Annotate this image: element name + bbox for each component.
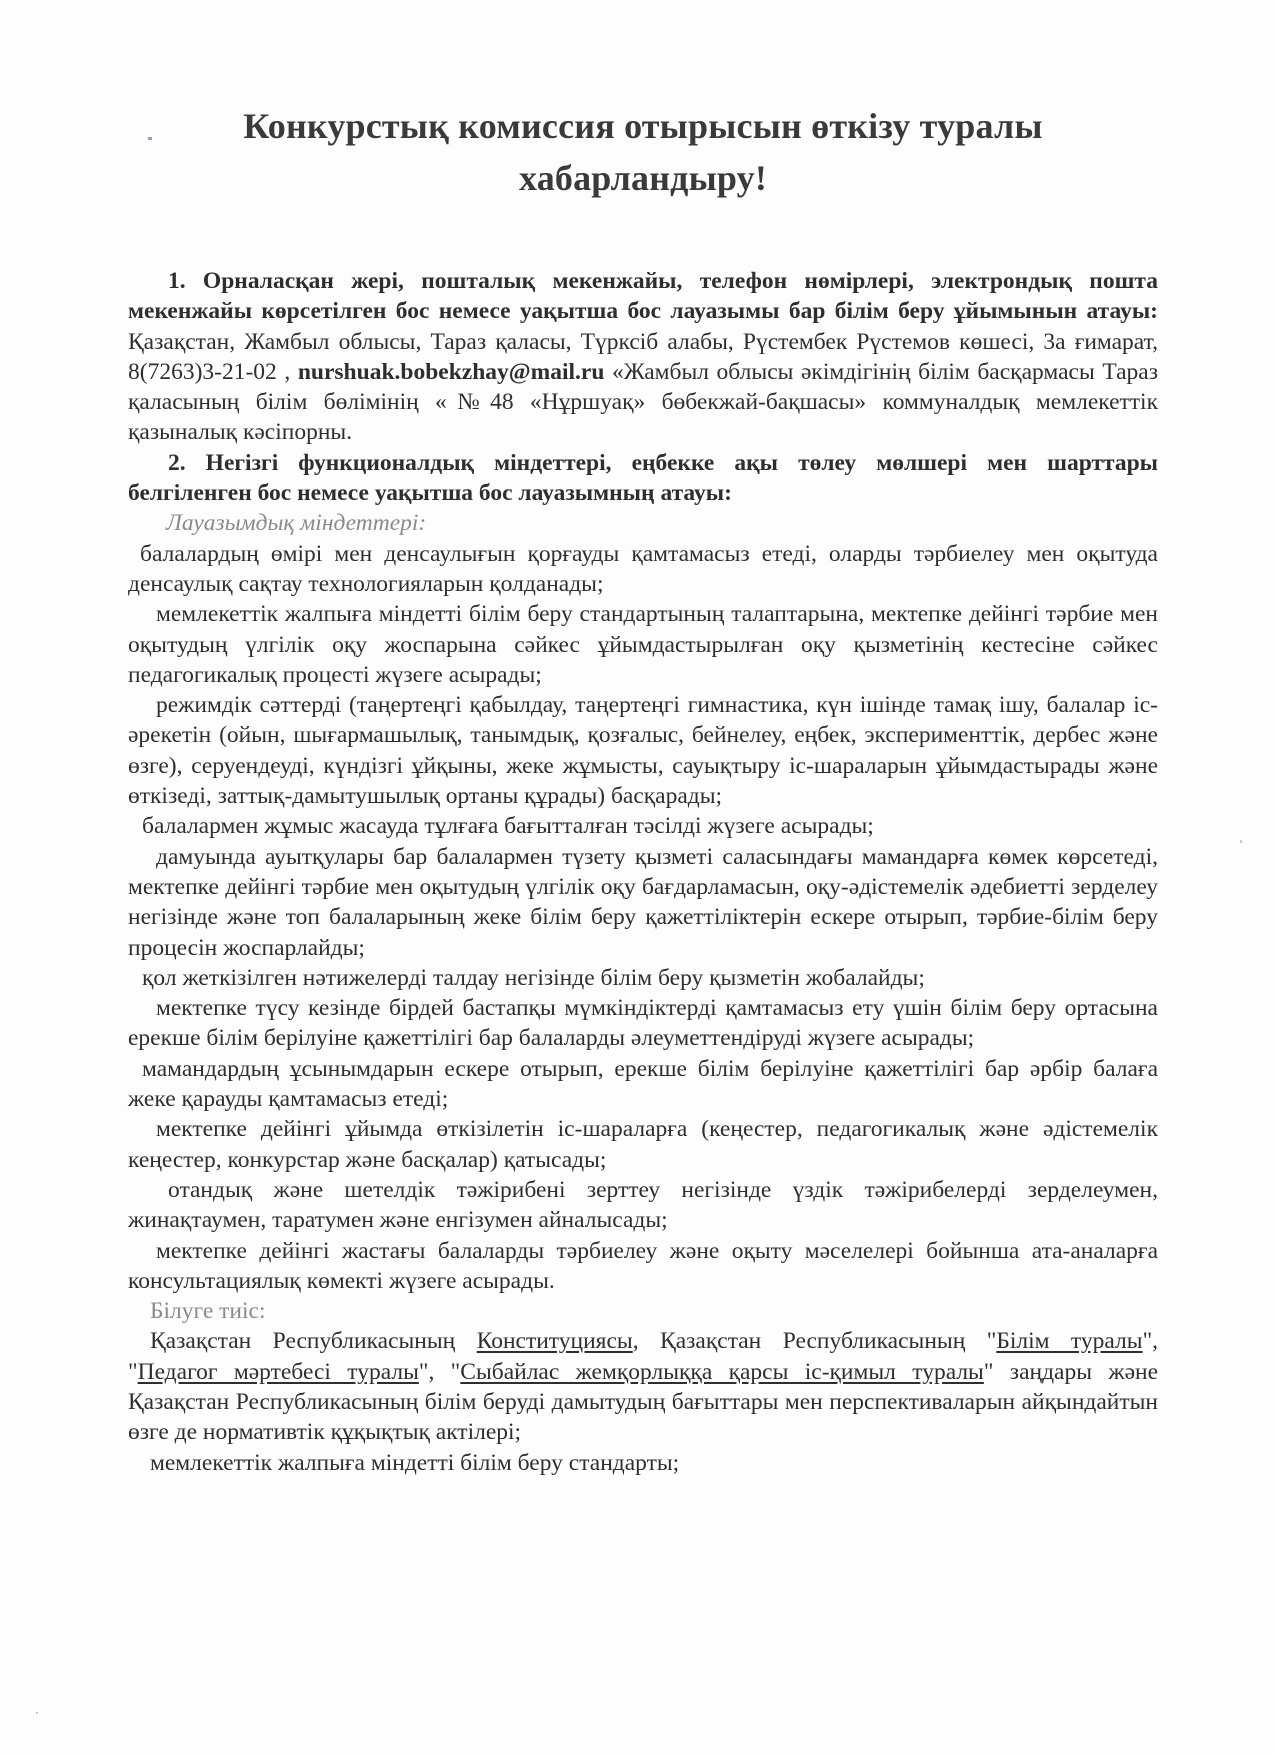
duty-item: мектепке түсу кезінде бірдей бастапқы мүмкіндіктерді қамтамасыз ету үшін білім беру ортасына ерекше білім берілуіне қажеттілігі бар балаларды әлеуметтендіруді жүзеге асырады; xyxy=(128,995,1158,1052)
duty-item: балалармен жұмыс жасауда тұлғаға бағытталған тәсілді жүзеге асырады; xyxy=(142,813,874,840)
text-fragment: Қазақстан Республикасының xyxy=(150,1328,477,1355)
contact-email[interactable]: nurshuak.bobekzhay@mail.ru xyxy=(297,358,605,385)
duties-heading: Лауазымдық міндеттері: xyxy=(166,510,427,537)
duty-item: режимдік сәттерді (таңертеңгі қабылдау, таңертеңгі гимнастика, күн ішінде тамақ ішу, балалар іс-әрекетін (ойын, шығармашылық, танымдық, қозғалыс, бейнелеу, еңбек, эксперименттік, дербес және өзге), серуендеуді, күндізгі ұйқыны, жеке жұмысты, сауықтыру іс-шараларын ұйымдастырады және өткізеді, заттық-дамытушылық ортаны құрады) басқарады; xyxy=(128,692,1158,810)
link-law-teacher-status[interactable]: Педагог мәртебесі туралы xyxy=(137,1358,419,1385)
link-law-on-education[interactable]: Білім туралы xyxy=(996,1328,1143,1355)
duty-item: дамуында ауытқулары бар балалармен түзету қызметі саласындағы мамандарға көмек көрсетеді, мектепке дейінгі тәрбие мен оқытудың үлгілік оқу бағдарламасын, оқу-әдістемелік әдебиетті зерделеу негізінде және топ балаларының жеке білім беру қажеттіліктерін ескере отырып, тәрбие-білім беру процесін жоспарлайды; xyxy=(128,843,1158,961)
text-fragment: , Қазақстан Республикасының " xyxy=(632,1328,997,1355)
duty-item: балалардың өмірі мен денсаулығын қорғауды қамтамасыз етеді, оларды тәрбиелеу мен оқытуда денсаулық сақтау технологияларын қолданады; xyxy=(128,540,1158,597)
must-know-laws xyxy=(128,1326,1158,1447)
scan-speck xyxy=(148,137,152,140)
duty-item: мемлекеттік жалпыға міндетті білім беру стандартының талаптарына, мектепке дейінгі тәрбие мен оқытудың үлгілік оқу жоспарына сәйкес ұйымдастырылған оқу қызметінің кестесіне сәйкес педагогикалық процесті жүзеге асырады; xyxy=(128,601,1158,688)
duties-list xyxy=(128,539,1158,1296)
section-1-heading: 1. Орналасқан жері, пошталық мекенжайы, телефон нөмірлері, электрондық пошта мекенжайы көрсетілген бос немесе уақытша бос лауазымы бар білім беру ұйымынын атауы: xyxy=(128,268,1158,325)
scan-speck xyxy=(1240,840,1242,843)
link-law-anti-corruption[interactable]: Сыбайлас жемқорлыққа қарсы іс-қимыл туралы xyxy=(460,1358,984,1385)
text-fragment: ", " xyxy=(128,1328,1159,1385)
link-constitution[interactable]: Конституциясы xyxy=(476,1328,633,1355)
section-1-address: Қазақстан, Жамбыл облысы, Тараз қаласы, Түрксіб алабы, Рүстембек Рүстемов көшесі, 3а ғимарат, 8(7263)3-21-02 , xyxy=(128,328,1158,385)
duty-item: қол жеткізілген нәтижелерді талдау негізінде білім беру қызметін жобалайды; xyxy=(142,964,925,991)
section-2-heading: 2. Негізгі функционалдық міндеттері, еңбекке ақы төлеу мөлшері мен шарттары белгіленген бос немесе уақытша бос лауазымның атауы: xyxy=(128,449,1158,507)
title-line-2: хабарландыру! xyxy=(518,158,768,198)
title-line-1: Конкурстық комиссия отырысын өткізу туралы xyxy=(243,106,1043,146)
document-page xyxy=(128,100,1158,1478)
section-1-organization: «Жамбыл облысы әкімдігінің білім басқармасы Тараз қаласының білім бөлімінің «№48 «Нұршуақ» бөбекжай-бақшасы» коммуналдық мемлекеттік қазыналық кәсіпорны. xyxy=(128,358,1158,446)
must-know-standard: мемлекеттік жалпыға міндетті білім беру стандарты; xyxy=(150,1449,680,1476)
text-fragment: " заңдары және Қазақстан Республикасының білім беруді дамытудың бағыттары мен перспективаларын айқындайтын өзге де нормативтік құқықтық актілері; xyxy=(128,1358,1159,1446)
duty-item: мектепке дейінгі ұйымда өткізілетін іс-шараларға (кеңестер, педагогикалық және әдістемелік кеңестер, конкурстар және басқалар) қатысады; xyxy=(128,1116,1158,1173)
duty-item: мектепке дейінгі жастағы балаларды тәрбиелеу және оқыту мәселелері бойынша ата-аналарға консультациялық көмекті жүзеге асырады. xyxy=(128,1237,1158,1294)
duty-item: мамандардың ұсынымдарын ескере отырып, ерекше білім берілуіне қажеттілігі бар әрбір балаға жеке қарауды қамтамасыз етеді; xyxy=(128,1055,1158,1113)
text-fragment: ", " xyxy=(418,1358,461,1385)
section-1-paragraph xyxy=(128,266,1158,448)
document-title xyxy=(128,100,1158,204)
must-know-heading: Білуге тиіс: xyxy=(150,1298,266,1325)
scan-speck xyxy=(36,1712,38,1714)
duty-item: отандық және шетелдік тәжірибені зерттеу негізінде үздік тәжірибелерді зерделеумен, жинақтаумен, таратумен және енгізумен айналысады; xyxy=(128,1176,1158,1234)
